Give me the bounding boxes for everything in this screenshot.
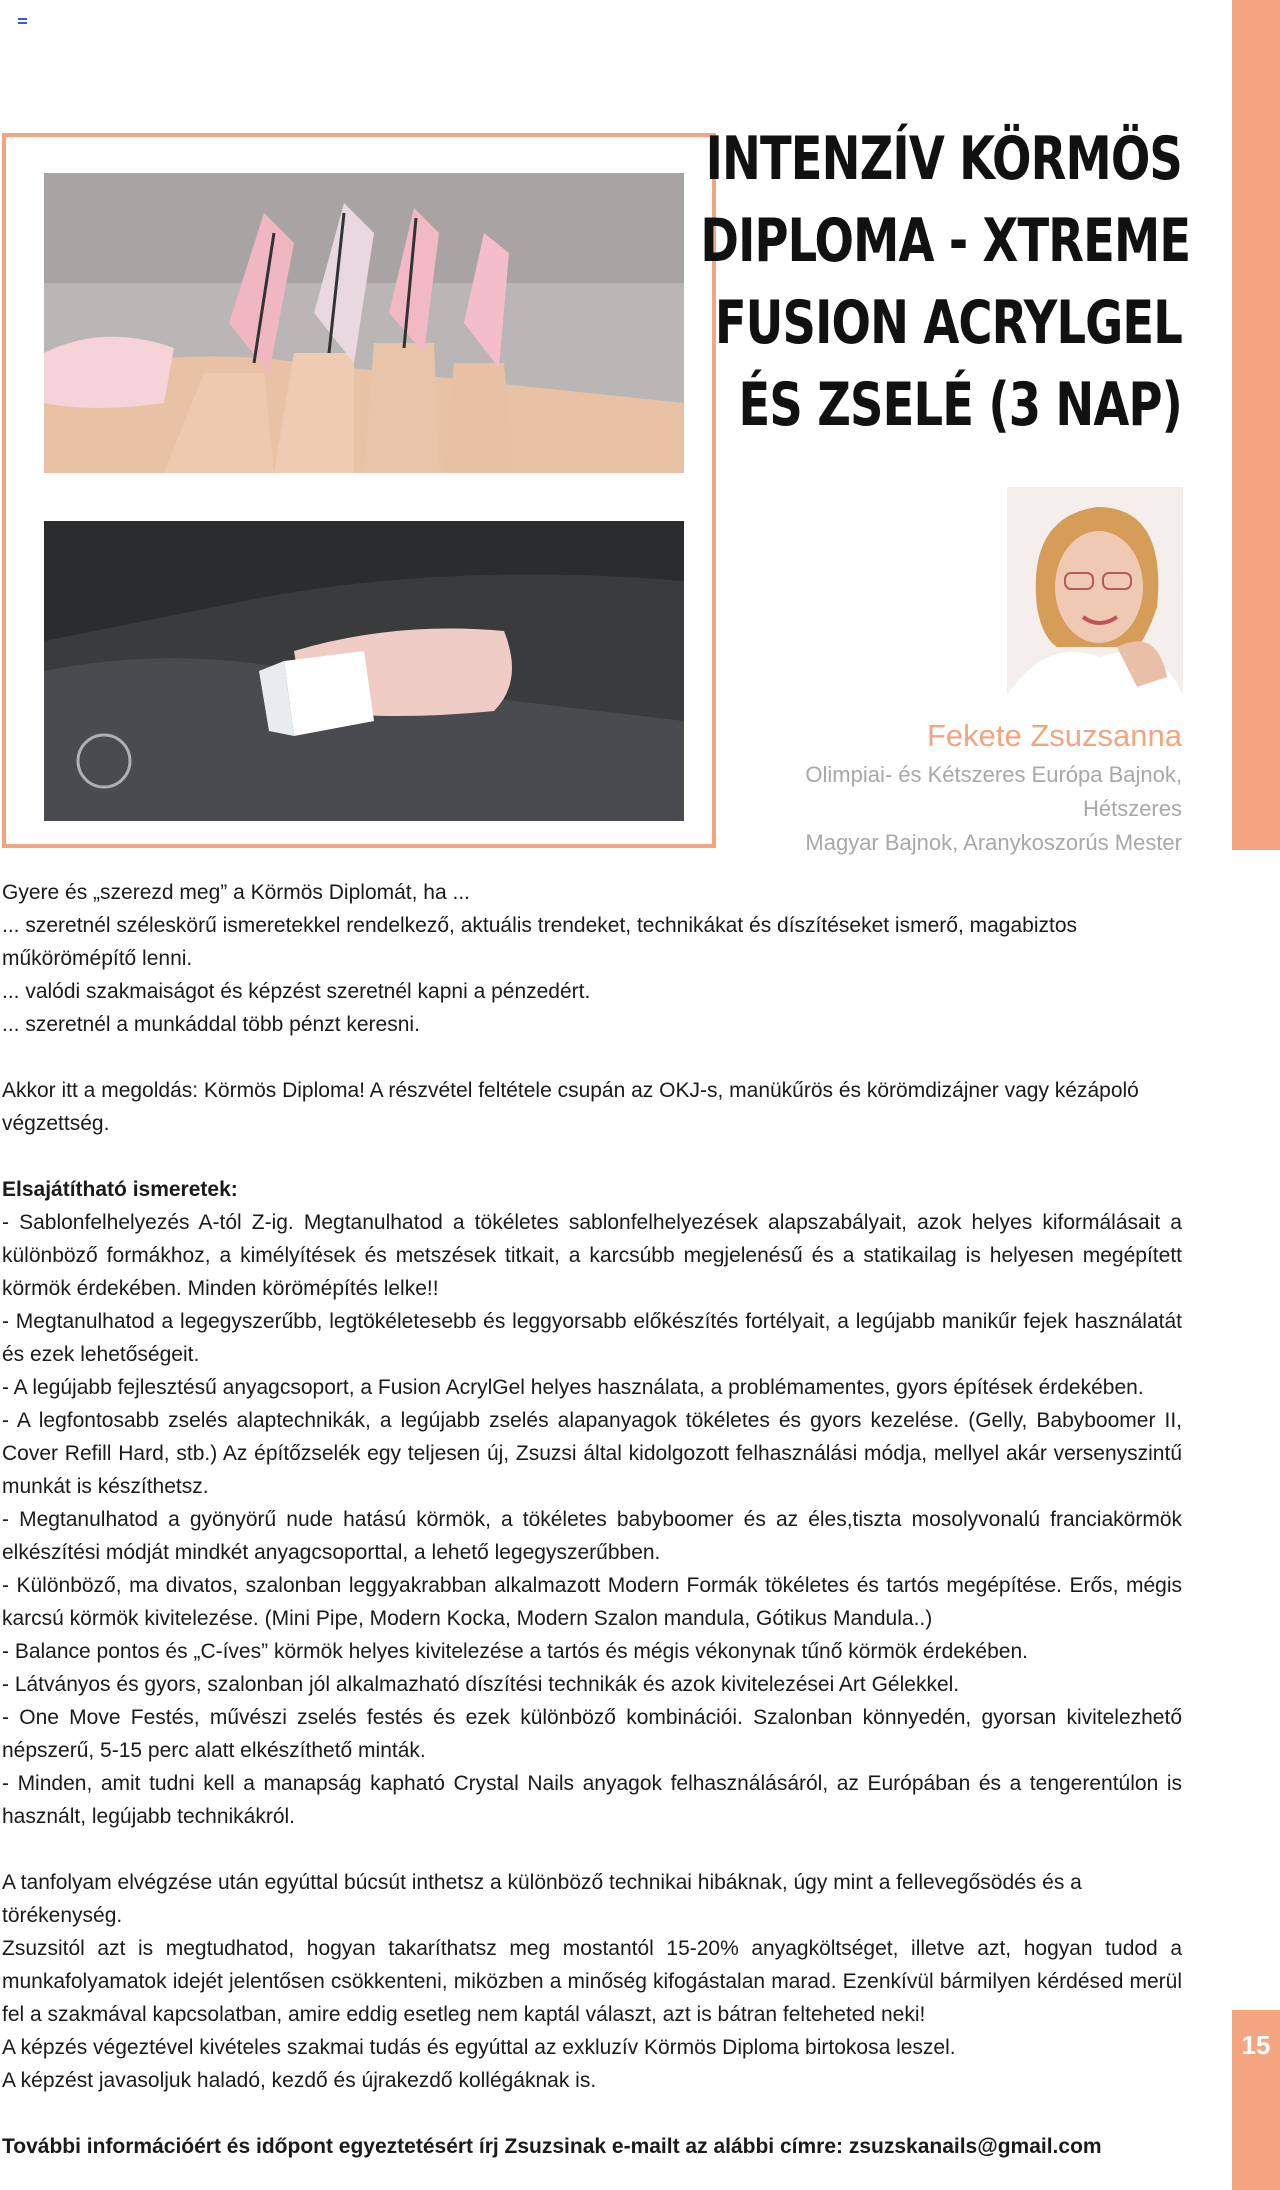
author-portrait [1007, 487, 1183, 695]
photo-frame [2, 133, 716, 848]
intro-line: Gyere és „szerezd meg” a Körmös Diplomát, ha ... [2, 881, 470, 904]
intro-line: ... szeretnél széleskörű ismeretekkel rendelkező, aktuális trendeket, technikákat és díszítéseket ismerő, magabiztos műkörömépítő lenni. [2, 914, 1077, 970]
author-desc-line: Magyar Bajnok, Aranykoszorús Mester [805, 830, 1182, 855]
author-description [722, 758, 1182, 860]
skill-item: - A legfontosabb zselés alaptechnikák, a legújabb zselés alapanyagok tökéletes és gyors kezelése. (Gelly, Babyboomer II, Cover Refill Hard, stb.) Az építőzselék egy teljesen új, Zsuzsi által kidolgozott felhasználási módja, mellyel akár versenyszintű munkát is készíthetsz. [2, 1409, 1182, 1498]
title-line: INTENZÍV KÖRMÖS [705, 124, 1182, 194]
intro-line: ... szeretnél a munkáddal több pénzt keresni. [2, 1013, 420, 1036]
skills-heading: Elsajátítható ismeretek: [2, 1178, 238, 1201]
nail-photo-gloved [44, 521, 684, 821]
title-line: ÉS ZSELÉ (3 NAP) [738, 370, 1182, 440]
skill-item: - Balance pontos és „C-íves” körmök helyes kivitelezése a tartós és mégis vékonynak tűnő körmök érdekében. [2, 1640, 1028, 1663]
nail-photo-hand [44, 173, 684, 473]
page-number-tab [1232, 2010, 1280, 2190]
skill-item: - A legújabb fejlesztésű anyagcsoport, a Fusion AcrylGel helyes használata, a problémamentes, gyors építések érdekében. [2, 1376, 1144, 1399]
contact-line: További információért és időpont egyeztetésért írj Zsuzsinak e-mailt az alábbi címre: zsuzskanails@gmail.com [2, 2135, 1102, 2158]
skill-item: - Sablonfelhelyezés A-tól Z-ig. Megtanulhatod a tökéletes sablonfelhelyezések alapszabályait, azok helyes kiformálásait a különböző formákhoz, a kimélyítések és metszések titkait, a karcsúbb megjelenésű és a statikailag is helyesen megépített körmök érdekében. Minden körömépítés lelke!! [2, 1211, 1182, 1300]
accent-side-bar [1232, 0, 1280, 850]
page-number: 15 [1241, 2030, 1271, 2060]
title-line: FUSION ACRYLGEL [714, 288, 1182, 358]
intro-line: ... valódi szakmaiságot és képzést szeretnél kapni a pénzedért. [2, 980, 591, 1003]
closing-text: A tanfolyam elvégzése után egyúttal búcsút inthetsz a különböző technikai hibáknak, úgy mint a fellevegősödés és a törékenység. [2, 1871, 1082, 1927]
skill-item: - Minden, amit tudni kell a manapság kapható Crystal Nails anyagok felhasználásáról, az Európában és a tengerentúlon is használt, legújabb technikákról. [2, 1772, 1182, 1828]
article-body [2, 876, 1182, 2163]
skill-item: - Megtanulhatod a gyönyörű nude hatású körmök, a tökéletes babyboomer és az éles,tiszta mosolyvonalú franciakörmök elkészítési módját mindkét anyagcsoporttal, a lehető legegyszerűbben. [2, 1508, 1182, 1564]
skill-item: - One Move Festés, művészi zselés festés és ezek különböző kombinációi. Szalonban könnyedén, gyorsan kivitelezhető népszerű, 5-15 perc alatt elkészíthető minták. [2, 1706, 1182, 1762]
skill-item: - Különböző, ma divatos, szalonban leggyakrabban alkalmazott Modern Formák tökéletes és tartós megépítése. Erős, mégis karcsú körmök kivitelezése. (Mini Pipe, Modern Kocka, Modern Szalon mandula, Gótikus Mandula..) [2, 1574, 1182, 1630]
solution-text: Akkor itt a megoldás: Körmös Diploma! A részvétel feltétele csupán az OKJ-s, manükűrös és körömdizájner vagy kézápoló végzettség. [2, 1079, 1139, 1135]
closing-text: A képzés végeztével kivételes szakmai tudás és egyúttal az exkluzív Körmös Diploma birtokosa leszel. [2, 2036, 956, 2059]
skill-item: - Látványos és gyors, szalonban jól alkalmazható díszítési technikák és azok kivitelezései Art Gélekkel. [2, 1673, 960, 1696]
menu-mark [18, 18, 27, 24]
skill-item: - Megtanulhatod a legegyszerűbb, legtökéletesebb és leggyorsabb előkészítés fortélyait, a legújabb manikűr fejek használatát és ezek lehetőségeit. [2, 1310, 1182, 1366]
closing-text: Zsuzsitól azt is megtudhatod, hogyan takaríthatsz meg mostantól 15-20% anyagköltséget, illetve azt, hogyan tudod a munkafolyamatok idejét jelentősen csökkenteni, miközben a minőség kifogástalan marad. Ezenkívül bármilyen kérdésed merül fel a szakmával kapcsolatban, amire eddig esetleg nem kaptál választ, azt is bátran felteheted neki! [2, 1937, 1182, 2026]
author-name: Fekete Zsuzsanna [926, 718, 1182, 753]
closing-text: A képzést javasoljuk haladó, kezdő és újrakezdő kollégáknak is. [2, 2069, 597, 2092]
author-desc-line: Olimpiai- és Kétszeres Európa Bajnok, Hétszeres [805, 762, 1182, 821]
title-line: DIPLOMA - XTREME [700, 206, 1191, 276]
page-title [700, 118, 1191, 446]
